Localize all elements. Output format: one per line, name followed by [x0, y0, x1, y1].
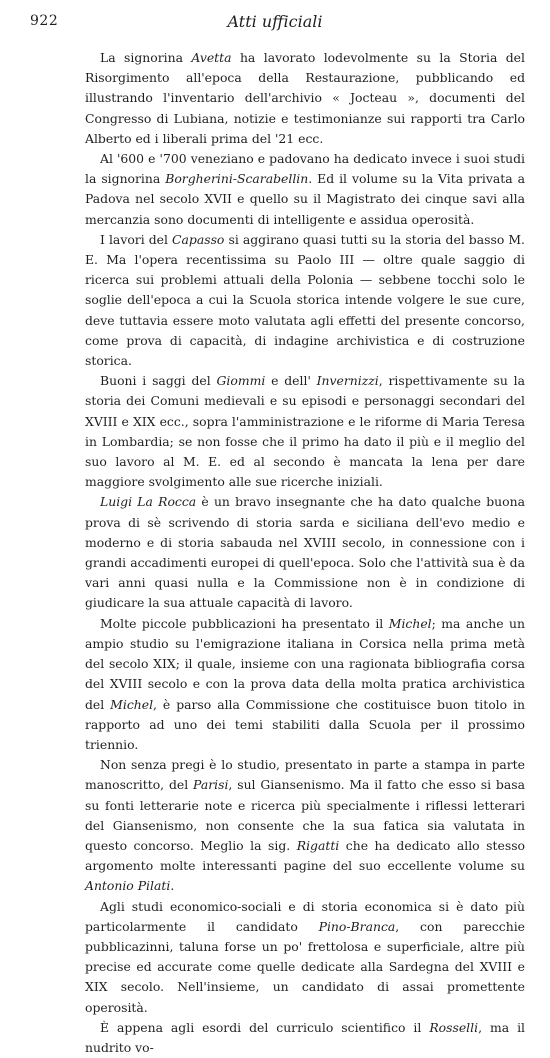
text-run: che ha dedicato allo stesso argomento molte interessanti pagine del suo eccellente volume su — [85, 837, 526, 874]
text-run: , è parso alla Commissione che costituisce buon titolo in rapporto ad uno dei temi stabiliti dalla Scuola per il prossimo triennio. — [85, 696, 525, 752]
italic-name: Capasso — [172, 231, 225, 247]
text-run: si aggirano quasi tutti su la storia del basso M. E. Ma l'opera recentissima su Paolo III — oltre quale saggio di ricerca sui problemi attuali della Polonia — sebbene tocchi solo le soglie dell'epoca a cui la Scuola storica intende volgere le sue cure, deve tuttavia essere moto valutata agli effetti del presente concorso, come prova di capacità, di indagine archivistica e di costruzione storica. — [85, 231, 525, 369]
text-run: Molte piccole pubblicazioni ha presentato il — [100, 615, 389, 631]
italic-name: Avetta — [191, 50, 232, 65]
italic-name: Antonio Pilati — [85, 878, 171, 894]
paragraph — [85, 1018, 525, 1058]
text-run: . — [170, 878, 175, 894]
italic-name: Michel — [110, 696, 154, 712]
text-run: ; ma anche un ampio studio su l'emigrazione italiana in Corsica nella prima metà del secolo XIX; il quale, insieme con una ragionata bibliografia corsa del XVIII secolo e con la prova data della molta pratica archivistica del — [85, 615, 525, 712]
text-run: ha lavorato lodevolmente su la Storia del Risorgimento all'epoca della Restaurazione, pubblicando ed illustrando l'inventario dell'archivio « Jocteau », documenti del Congresso di Lubiana, notizie e testimonianze sui rapporti tra Carlo Alberto ed i liberali prima del '21 ecc. — [85, 50, 525, 146]
italic-name: Rosselli — [429, 1019, 479, 1035]
text-run: e dell' — [265, 373, 317, 389]
text-run: Buoni i saggi del — [100, 373, 217, 389]
text-run: è un bravo insegnante che ha dato qualche buona prova di sè scrivendo di storia sarda e siciliana dell'evo medio e moderno e di storia sabauda nel XVIII secolo, in connessione con i grandi accadimenti europei di quell'epoca. Solo che l'attività sua è da vari anni quasi nulla e la Commissione non è in condizione di giudicare la sua attuale capacità di lavoro. — [85, 494, 525, 611]
text-run: , rispettivamente su la storia dei Comuni medievali e su episodi e personaggi secondari del XVIII e XIX ecc., sopra l'amministrazione e le riforme di Maria Teresa in Lombardia; se non fosse che il primo ha dato il più e il meglio del suo lavoro al M. E. ed al secondo è mancata la lena per dare maggiore svolgimento alle sue ricerche iniziali. — [85, 373, 525, 490]
paragraph — [85, 614, 525, 755]
text-run: , sul Giansenismo. Ma il fatto che esso si basa su fonti letterarie note e ricerca più specialmente i riflessi letterari del Giansenismo, non consente che la sua fatica sia valutata in questo concorso. Meglio la sig. — [85, 777, 525, 853]
italic-name: Invernizzi — [316, 373, 379, 389]
text-run: Agli studi economico-sociali e di storia economica si è dato più particolarmente il candidato — [85, 898, 525, 934]
paragraph — [85, 149, 525, 230]
page-number: 922 — [30, 13, 59, 29]
text-run: . Ed il volume su la Vita privata a Padova nel secolo XVII e quello su il Magistrato dei cinque savi alla mercanzia sono documenti di intelligente e assidua operosità. — [85, 171, 525, 227]
italic-name: Rigatti — [296, 837, 340, 853]
paragraph — [85, 492, 525, 613]
paragraph — [85, 230, 525, 371]
text-run: , con parecchie pubblicazinni, taluna forse un po' frettolosa e superficiale, altre più precise ed accurate come quelle dedicate alla Sardegna del XVIII e XIX secolo. Nell'insieme, un candidato di assai promettente operosità. — [85, 918, 525, 1015]
italic-name: Parisi — [193, 777, 229, 793]
paragraph — [85, 48, 525, 149]
italic-name: Pino-Branca — [318, 918, 396, 934]
text-run: , ma il nudrito vo- — [85, 1019, 525, 1055]
italic-name: Borgherini-Scarabellin — [165, 171, 309, 187]
text-run: È appena agli esordi del curriculo scientifico il — [100, 1019, 430, 1035]
text-run: La signorina — [100, 50, 192, 65]
italic-name: Giommi — [216, 373, 266, 389]
running-title: Atti ufficiali — [227, 12, 323, 31]
italic-name: Michel — [388, 615, 432, 631]
paragraph — [85, 371, 525, 492]
italic-name: Luigi La Rocca — [100, 494, 197, 510]
text-run: I lavori del — [100, 231, 173, 247]
paragraph — [85, 897, 525, 1018]
paragraph — [85, 755, 525, 896]
text-run: Non senza pregi è lo studio, presentato in parte a stampa in parte manoscritto, del — [85, 757, 525, 793]
text-run: Al '600 e '700 veneziano e padovano ha dedicato invece i suoi studi la signorina — [85, 151, 525, 187]
body-text — [85, 48, 525, 1058]
